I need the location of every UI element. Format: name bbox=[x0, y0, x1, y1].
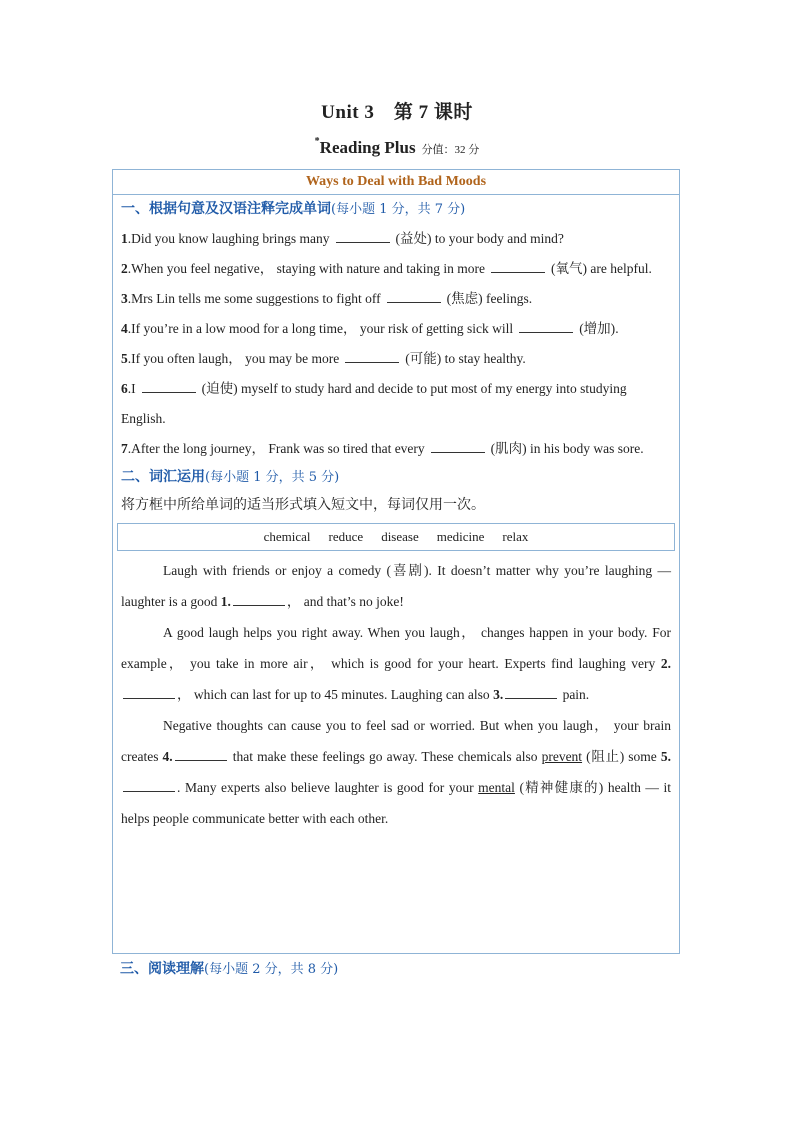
question-4 bbox=[121, 314, 671, 344]
question-text-after: . bbox=[615, 321, 619, 336]
section2-heading bbox=[121, 464, 671, 491]
answer-blank[interactable] bbox=[345, 350, 399, 363]
passage-text: . Many experts also believe laughter is good for your bbox=[177, 780, 474, 795]
blank-number: 5. bbox=[660, 749, 672, 764]
dot: . bbox=[127, 291, 132, 306]
section1-note: (每小题 1 分，共 7 分) bbox=[331, 202, 466, 217]
question-text: Did you know laughing brings many bbox=[131, 231, 330, 246]
dot: . bbox=[127, 441, 132, 456]
blank-number: 2. bbox=[660, 656, 672, 671]
blank-number: 1. bbox=[220, 594, 231, 609]
answer-blank[interactable] bbox=[123, 779, 175, 792]
section3-note: (每小题 2 分，共 8 分) bbox=[204, 962, 339, 977]
answer-blank[interactable] bbox=[123, 686, 175, 699]
answer-blank[interactable] bbox=[233, 593, 285, 606]
question-number: 6 bbox=[121, 381, 128, 396]
chinese-hint: (增加) bbox=[579, 321, 616, 336]
word-box bbox=[117, 523, 675, 551]
dot: . bbox=[127, 351, 132, 366]
question-number: 7 bbox=[121, 441, 128, 456]
word-chip: chemical bbox=[263, 529, 311, 544]
dot: . bbox=[127, 321, 132, 336]
passage-paragraph-2 bbox=[121, 617, 671, 710]
section2-title: 二、词汇运用 bbox=[121, 469, 205, 485]
score-label: 分值：32 分 bbox=[421, 144, 480, 156]
question-1 bbox=[121, 224, 671, 254]
section1-title: 一、根据句意及汉语注释完成单词 bbox=[121, 201, 331, 217]
question-text: When you feel negative， staying with nature and taking in more bbox=[131, 261, 486, 276]
answer-blank[interactable] bbox=[519, 320, 573, 333]
chinese-hint: (氧气) bbox=[551, 261, 588, 276]
passage-text: Negative thoughts can cause you to feel sad or worried. But when you laugh， your brain creates bbox=[121, 718, 671, 764]
blank-number: 3. bbox=[493, 687, 504, 702]
question-text-after: myself to study hard and decide to put most of my energy into studying English. bbox=[121, 381, 627, 426]
question-text-after: in his body was sore. bbox=[530, 441, 644, 456]
question-text: If you’re in a low mood for a long time， your risk of getting sick will bbox=[131, 321, 514, 336]
underlined-word: mental bbox=[478, 780, 515, 795]
answer-blank[interactable] bbox=[175, 748, 227, 761]
frame-title: Ways to Deal with Bad Moods bbox=[113, 170, 679, 195]
question-text-after: are helpful. bbox=[590, 261, 652, 276]
blank-number: 4. bbox=[162, 749, 173, 764]
passage-text: that make these feelings go away. These chemicals also bbox=[232, 749, 538, 764]
question-text-after: to your body and mind? bbox=[434, 231, 564, 246]
worksheet-content bbox=[113, 195, 679, 834]
passage-text: ， which can last for up to 45 minutes. Laughing can also bbox=[177, 687, 490, 702]
question-text: After the long journey， Frank was so tired that every bbox=[131, 441, 425, 456]
answer-blank[interactable] bbox=[431, 440, 485, 453]
answer-blank[interactable] bbox=[505, 686, 557, 699]
section3-heading bbox=[120, 958, 338, 978]
passage-text: pain. bbox=[562, 687, 590, 702]
passage-text: ， and that’s no joke! bbox=[286, 594, 404, 609]
word-chip: reduce bbox=[328, 529, 364, 544]
passage-paragraph-1 bbox=[121, 555, 671, 617]
answer-blank[interactable] bbox=[387, 290, 441, 303]
question-7 bbox=[121, 434, 671, 464]
worksheet-frame bbox=[112, 169, 680, 954]
chinese-hint: (焦虑) bbox=[446, 291, 483, 306]
answer-blank[interactable] bbox=[142, 380, 196, 393]
question-text: I bbox=[131, 381, 136, 396]
question-2 bbox=[121, 254, 671, 284]
question-number: 2 bbox=[121, 261, 128, 276]
section2-instruction: 将方框中所给单词的适当形式填入短文中，每词仅用一次。 bbox=[121, 497, 485, 513]
question-5 bbox=[121, 344, 671, 374]
underlined-word: prevent bbox=[541, 749, 583, 764]
question-6 bbox=[121, 374, 671, 434]
word-chip: disease bbox=[381, 529, 419, 544]
page-title: Unit 3 第 7 课时 bbox=[321, 102, 473, 123]
section3-title: 三、阅读理解 bbox=[120, 961, 204, 977]
dot: . bbox=[127, 261, 132, 276]
chinese-hint: (可能) bbox=[405, 351, 442, 366]
subtitle-mark: * bbox=[314, 136, 320, 147]
question-text: Mrs Lin tells me some suggestions to fight off bbox=[131, 291, 381, 306]
passage-text: Laugh with friends or enjoy a comedy (喜剧). It doesn’t matter why you’re laughing — laughter is a good bbox=[121, 563, 671, 609]
question-number: 5 bbox=[121, 351, 128, 366]
chinese-hint: (迫使) bbox=[201, 381, 238, 396]
answer-blank[interactable] bbox=[491, 260, 545, 273]
question-text-after: to stay healthy. bbox=[444, 351, 526, 366]
section1-heading bbox=[121, 195, 671, 224]
question-number: 4 bbox=[121, 321, 128, 336]
question-text-after: feelings. bbox=[486, 291, 533, 306]
answer-blank[interactable] bbox=[336, 230, 390, 243]
chinese-hint: (益处) bbox=[395, 231, 432, 246]
question-number: 3 bbox=[121, 291, 128, 306]
passage-text: A good laugh helps you right away. When you laugh， changes happen in your body. For example， you take in more air， which is good for your heart. Experts find laughing very bbox=[121, 625, 671, 671]
dot: . bbox=[127, 231, 132, 246]
passage-paragraph-3 bbox=[121, 710, 671, 834]
word-chip: medicine bbox=[436, 529, 485, 544]
passage-text: (精神健康的) health — it helps people communicate better with each other. bbox=[121, 780, 672, 826]
section2-note: (每小题 1 分，共 5 分) bbox=[205, 470, 340, 485]
page-subtitle bbox=[0, 138, 794, 158]
question-text: If you often laugh， you may be more bbox=[131, 351, 340, 366]
question-3 bbox=[121, 284, 671, 314]
chinese-hint: (肌肉) bbox=[490, 441, 527, 456]
subtitle-text: Reading Plus bbox=[319, 138, 416, 157]
word-chip: relax bbox=[502, 529, 529, 544]
dot: . bbox=[127, 381, 132, 396]
passage-text: (阻止) some bbox=[586, 749, 657, 764]
question-number: 1 bbox=[121, 231, 128, 246]
